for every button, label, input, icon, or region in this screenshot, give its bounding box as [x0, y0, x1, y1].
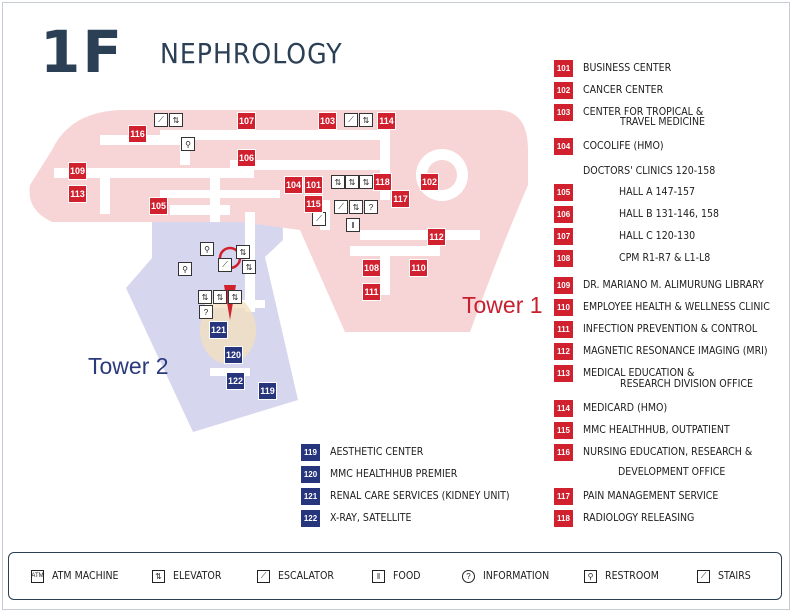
- food-icon: ‖: [372, 570, 385, 583]
- room-code: 117: [554, 488, 573, 505]
- directory-item[interactable]: [554, 249, 710, 267]
- room-label: MEDICARD (HMO): [583, 402, 668, 414]
- directory-item[interactable]: [554, 320, 757, 338]
- directory-item[interactable]: [554, 342, 768, 360]
- key-item-elevator: [152, 567, 221, 585]
- directory-item[interactable]: [554, 183, 695, 201]
- room-code: 101: [554, 60, 573, 77]
- room-121[interactable]: 121: [209, 321, 228, 339]
- room-label-line2: RESEARCH DIVISION OFFICE: [620, 378, 753, 390]
- room-label-line2: TRAVEL MEDICINE: [620, 116, 705, 128]
- directory-item[interactable]: [554, 298, 770, 316]
- key-item-stairs: [697, 567, 751, 585]
- room-label: INFECTION PREVENTION & CONTROL: [583, 323, 758, 335]
- room-label: PAIN MANAGEMENT SERVICE: [583, 490, 719, 502]
- key-label: ELEVATOR: [173, 570, 222, 582]
- key-item-information: [462, 567, 549, 585]
- restroom-icon: ⚲: [178, 262, 192, 276]
- room-114[interactable]: 114: [377, 112, 396, 130]
- room-label: DR. MARIANO M. ALIMURUNG LIBRARY: [583, 279, 764, 291]
- key-item-food: [372, 567, 421, 585]
- room-label: NURSING EDUCATION, RESEARCH &: [583, 446, 753, 458]
- room-code: 115: [554, 422, 573, 439]
- room-code: 122: [301, 510, 320, 527]
- room-label: HALL A 147-157: [619, 186, 696, 198]
- key-label: RESTROOM: [605, 570, 659, 582]
- key-label: ESCALATOR: [278, 570, 334, 582]
- tower2-label: Tower 2: [88, 353, 169, 379]
- key-label: ATM MACHINE: [52, 570, 119, 582]
- room-105[interactable]: 105: [149, 197, 168, 215]
- elevator-icon: ⇅: [152, 570, 165, 583]
- directory-item[interactable]: [554, 443, 752, 461]
- room-109[interactable]: 109: [68, 162, 87, 180]
- escalator-icon: ⟋: [257, 570, 270, 583]
- room-label: EMPLOYEE HEALTH & WELLNESS CLINIC: [583, 301, 770, 313]
- room-code: 110: [554, 299, 573, 316]
- elevator-icon: ⇅: [359, 113, 373, 127]
- room-111[interactable]: 111: [362, 283, 381, 301]
- elevator-icon: ⇅: [331, 175, 345, 189]
- room-code: 104: [554, 138, 573, 155]
- room-code: 109: [554, 277, 573, 294]
- room-label: CPM R1-R7 & L1-L8: [619, 252, 711, 264]
- department-title: NEPHROLOGY: [160, 37, 343, 70]
- escalator-icon: ⟋: [312, 212, 326, 226]
- room-101[interactable]: 101: [304, 176, 323, 194]
- directory-item[interactable]: [554, 276, 764, 294]
- room-code: 114: [554, 400, 573, 417]
- room-117[interactable]: 117: [391, 190, 410, 208]
- directory-item[interactable]: [301, 509, 412, 527]
- elevator-icon: ⇅: [213, 290, 227, 304]
- room-label: MEDICAL EDUCATION &: [583, 367, 695, 379]
- directory-item[interactable]: [301, 465, 457, 483]
- room-106[interactable]: 106: [237, 149, 256, 167]
- room-label: AESTHETIC CENTER: [330, 446, 424, 458]
- room-label: X-RAY, SATELLITE: [330, 512, 412, 524]
- room-code: 103: [554, 104, 573, 121]
- room-code: 120: [301, 466, 320, 483]
- room-label: MAGNETIC RESONANCE IMAGING (MRI): [583, 345, 768, 357]
- stairs-icon: ⟋: [218, 258, 232, 272]
- room-code: 105: [554, 184, 573, 201]
- stairs-icon: ⟋: [344, 113, 358, 127]
- room-code: 113: [554, 365, 573, 382]
- room-code: 121: [301, 488, 320, 505]
- room-label: HALL C 120-130: [619, 230, 696, 242]
- room-code: 118: [554, 510, 573, 527]
- elevator-icon: ⇅: [169, 113, 183, 127]
- room-label: CENTER FOR TROPICAL &: [583, 106, 704, 118]
- restroom-icon: ⚲: [200, 242, 214, 256]
- room-label: HALL B 131-146, 158: [619, 208, 720, 220]
- tower1-label: Tower 1: [462, 292, 543, 318]
- restroom-icon: ⚲: [181, 137, 195, 151]
- directory-item[interactable]: [554, 205, 719, 223]
- elevator-icon: ⇅: [242, 260, 256, 274]
- room-118[interactable]: 118: [373, 173, 392, 191]
- room-code: 111: [554, 321, 573, 338]
- room-label: COCOLIFE (HMO): [583, 140, 664, 152]
- directory-item[interactable]: [554, 81, 663, 99]
- directory-item[interactable]: [554, 59, 671, 77]
- floor-label: 1F: [40, 18, 124, 86]
- room-label: RADIOLOGY RELEASING: [583, 512, 695, 524]
- room-104[interactable]: 104: [284, 176, 303, 194]
- room-code: 112: [554, 343, 573, 360]
- room-119[interactable]: 119: [258, 382, 277, 400]
- room-115[interactable]: 115: [304, 195, 323, 213]
- stairs-icon: ⟋: [154, 113, 168, 127]
- room-112[interactable]: 112: [427, 228, 446, 246]
- room-code: 107: [554, 228, 573, 245]
- key-item-restroom: [584, 567, 659, 585]
- amenity-key: [8, 552, 782, 600]
- information-icon: ?: [364, 200, 378, 214]
- information-icon: ?: [462, 570, 475, 583]
- directory-item[interactable]: [554, 421, 730, 439]
- key-item-atm: [31, 567, 119, 585]
- room-113[interactable]: 113: [68, 185, 87, 203]
- directory-item[interactable]: [554, 227, 695, 245]
- stairs-icon: ⟋: [697, 570, 710, 583]
- room-label-line2: DEVELOPMENT OFFICE: [618, 466, 726, 478]
- room-107[interactable]: 107: [237, 112, 256, 130]
- elevator-icon: ⇅: [349, 200, 363, 214]
- directory-item[interactable]: [301, 443, 423, 461]
- room-103[interactable]: 103: [318, 112, 337, 130]
- key-label: STAIRS: [718, 570, 751, 582]
- food-icon: ‖: [346, 218, 360, 232]
- directory-item[interactable]: [554, 399, 667, 417]
- room-102[interactable]: 102: [420, 173, 439, 191]
- room-label: BUSINESS CENTER: [583, 62, 672, 74]
- room-116[interactable]: 116: [128, 125, 147, 143]
- elevator-icon: ⇅: [345, 175, 359, 189]
- room-label: RENAL CARE SERVICES (KIDNEY UNIT): [330, 490, 510, 502]
- elevator-icon: ⇅: [228, 290, 242, 304]
- key-item-escalator: [257, 567, 334, 585]
- information-icon: ?: [199, 305, 213, 319]
- key-label: FOOD: [393, 570, 421, 582]
- elevator-icon: ⇅: [236, 245, 250, 259]
- room-110[interactable]: 110: [409, 259, 428, 277]
- key-label: INFORMATION: [483, 570, 550, 582]
- stairs-icon: ⟋: [334, 200, 348, 214]
- room-code: 116: [554, 444, 573, 461]
- room-120[interactable]: 120: [224, 346, 243, 364]
- room-label: MMC HEALTHHUB, OUTPATIENT: [583, 424, 730, 436]
- elevator-icon: ⇅: [198, 290, 212, 304]
- atm-icon: ATM: [31, 570, 44, 583]
- directory-item[interactable]: [554, 137, 664, 155]
- room-code: 108: [554, 250, 573, 267]
- room-code: 119: [301, 444, 320, 461]
- room-code: 102: [554, 82, 573, 99]
- room-code: 106: [554, 206, 573, 223]
- room-label: CANCER CENTER: [583, 84, 664, 96]
- room-108[interactable]: 108: [362, 259, 381, 277]
- directory-item[interactable]: [554, 487, 718, 505]
- room-label: MMC HEALTHHUB PREMIER: [330, 468, 458, 480]
- restroom-icon: ⚲: [584, 570, 597, 583]
- room-122[interactable]: 122: [226, 372, 245, 390]
- directory-heading: DOCTORS' CLINICS 120-158: [583, 165, 716, 177]
- directory-item[interactable]: [301, 487, 510, 505]
- directory-item[interactable]: [554, 509, 694, 527]
- elevator-icon: ⇅: [359, 175, 373, 189]
